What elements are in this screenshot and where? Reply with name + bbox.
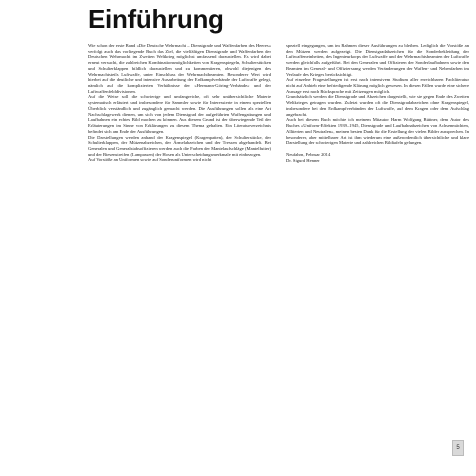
text-column-left [88,43,271,163]
paragraph: Auch bei diesem Buch möchte ich meinem Mitautor Harm Wolfgang Büttner, dem Autor des Buches »Uniform-Effekten 1939–1945, Dienstgrade und Laufbahnabzeichen von Achsenmächten, Alliierten und Neutralen«, meinen besten Dank für die Erstellung der vielen Bilder aussprechen. In besonderer, aber mittelbarer Art ist ihm wiederum eine außerordentlich übersichtliche und klare Darstellung der schwierigen Materie und zahlreichen Bildtafeln gelungen. [286,117,469,146]
paragraph: speziell eingegangen, um im Rahmen dieser Ausführungen zu bleiben. Lediglich die Vorstöße an den Mützen werden aufgezeigt. Die Dienstgradabzeichen für die Sonderbekleidung der Luftwaffeneinheiten, des Ingenieurkorps der Luftwaffe und der Wehrmachtsbeamten der Luftwaffe werden gleichfalls aufgeführt. Bei den Generalen und Offizieren der Sonderlaufbahnen sowie den Beamten im General- und Offiziersrang werden Veränderungen der Waffen- und Nebenfarben im Verlaufe des Krieges berücksichtigt. [286,43,469,77]
paragraph: Auf Vorstöße an Uniformen sowie auf Sonderuniformen wird nicht [88,157,212,163]
signature-block [286,152,469,163]
paragraph: Auf einzelne Fragestellungen ist erst nach intensivem Studium aller erreichbaren Fachliteratur nicht auf Anhieb eine befriedigende Klärung möglich gewesen. In diesen Fällen wurde eine sichere Aussage erst nach Rücksprache mit Zeitzeugen möglich. [286,77,469,94]
paragraph: Die Darstellungen werden anhand der Kragenspiegel (Kragenpatten), der Schulterstücke, der Schulterklappen, der Mützenabzeichen, der Ärmelabzeichen und der Tressen abgehandelt. Bei Generalen und Generalstabsoffizieren werden auch die Farben der Mantelaufschläge (Mantelfutter) und der Biesenstreifen (Lampassen) der Hosen als Unterscheidungsmerkmale mit einbezogen. [88,134,271,157]
signature-place-date: Neufahrn, Februar 2014 [286,151,331,157]
paragraph: Auf die Weise soll die schwierige und umfangreiche, oft sehr unübersichtliche Materie systematisch erläutert und insbesondere für Sammler sowie für Interessierte in einem speziellen Überblick verständlich und zugänglich gemacht werden. Die Ausführungen sollen als eine Art Nachschlagewerk dienen, um sich von jedem Dienstgrad der aufgeführten Waffengattungen und Laufbahnen ein echtes Bild machen zu können. Aus diesem Grund ist der überwiegende Teil der Erläuterungen im Sinne von Erklärungen zu diesem Thema gehalten. Ein Literaturverzeichnis befindet sich am Ende der Ausführungen. [88,94,271,134]
page-title: Einführung [88,4,224,34]
page-number: 5 [452,440,464,456]
paragraph: Wie schon der erste Band »Die Deutsche Wehrmacht – Dienstgrade und Waffenfarben des Heeres« verfolgt auch das vorliegende Buch das Ziel, die vielfältigen Dienstgrade und Waffenfarben der Deutschen Wehrmacht im Zweiten Weltkrieg möglichst umfassend darzustellen. Es wird dabei erneut versucht, die zahlreichen Kombinationsmöglichkeiten von Kragenspiegeln, Schulterstücken und Schulterklappen bildlich darzustellen und zu kommentieren, obwohl diejenigen des Wehrmachtsteils Luftwaffe, unter Einschluss der Wehrmachtbeamten. Besonderer Wert wird hierbei auf die deutliche und intensive Ausarbeitung der Erdkampfverbände der Luftwaffe gelegt, nämlich auf die komplizierten Verhältnisse der »Hermann-Göring-Verbände« und der Luftwaffenfelddivisionen. [88,43,271,94]
paragraph: Grundsätzlich werden die Dienstgrade und Abzeichen dargestellt, wie sie gegen Ende des Zweiten Weltkrieges getragen wurden. Zuletzt wurden oft die Dienstgradabzeichen ohne Kragenspiegel, insbesondere bei den Erdkampfverbänden der Luftwaffe, auf dem Kragen oder dem Aufschlag angebracht. [286,94,469,117]
signature-name: Dr. Sigurd Henner [286,157,320,163]
text-column-right [286,43,469,163]
